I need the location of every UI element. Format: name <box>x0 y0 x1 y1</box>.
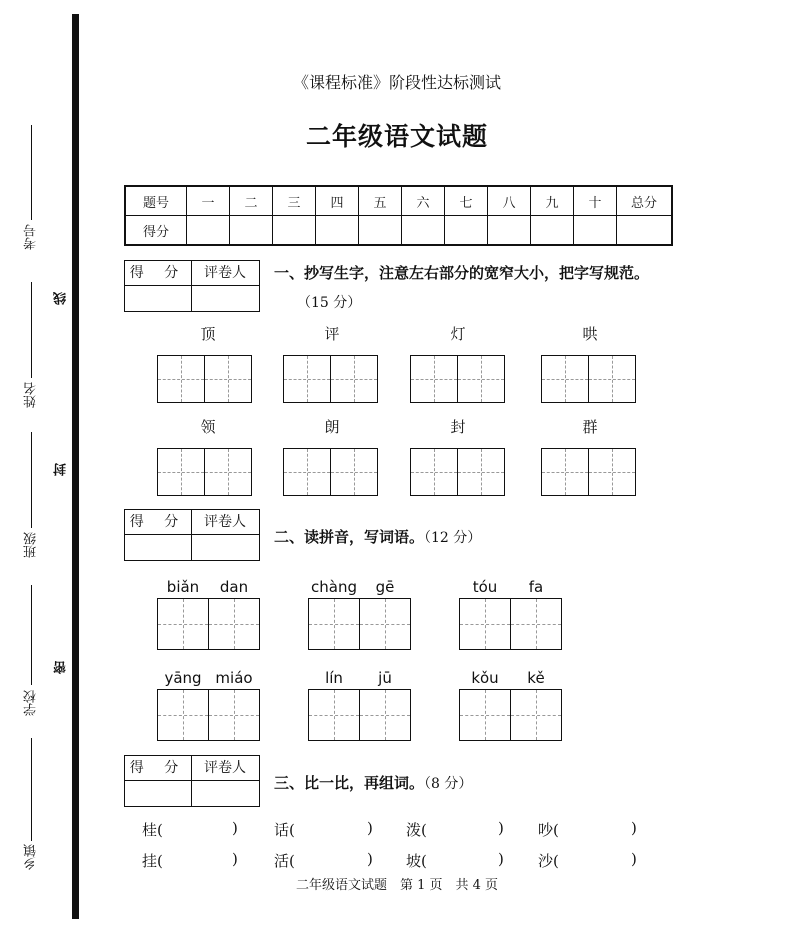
score-table-score-row <box>125 216 672 246</box>
paren-close: ) <box>631 819 637 837</box>
paren-close: ) <box>232 819 238 837</box>
paren-close: ) <box>367 850 373 868</box>
score-header-cell: 五 <box>359 186 402 216</box>
pinyin-label: lín <box>325 669 343 687</box>
pinyin-label: chàng <box>311 578 357 596</box>
grader-reviewer-label: 评卷人 <box>204 760 246 776</box>
score-cell[interactable] <box>488 216 531 246</box>
grader-score-label: 得 分 <box>129 514 187 530</box>
paren-close: ) <box>232 850 238 868</box>
copy-char: 封 <box>450 418 466 436</box>
pinyin-label: yāng <box>164 669 202 687</box>
score-header-cell: 七 <box>445 186 488 216</box>
compare-char: 沙( <box>538 852 559 870</box>
score-header-cell: 总分 <box>617 186 673 216</box>
score-cell[interactable] <box>230 216 273 246</box>
pinyin-label: kě <box>527 669 545 687</box>
page-footer: 二年级语文试题 第 1 页 共 4 页 <box>295 878 499 893</box>
compare-char: 话( <box>274 821 295 839</box>
grader-reviewer-label: 评卷人 <box>204 514 246 530</box>
score-cell[interactable] <box>273 216 316 246</box>
writing-grid[interactable] <box>283 448 378 496</box>
score-cell[interactable] <box>402 216 445 246</box>
paren-close: ) <box>498 819 504 837</box>
copy-char: 评 <box>324 325 340 343</box>
pinyin-label: tóu <box>472 578 498 596</box>
copy-char: 顶 <box>200 325 216 343</box>
pinyin-label: fa <box>528 578 544 596</box>
compare-char: 活( <box>274 852 295 870</box>
section2-points: （12 分） <box>424 530 482 546</box>
writing-grid[interactable] <box>157 355 252 403</box>
binding-mark-secret: 密 <box>54 661 69 674</box>
pinyin-writing-grid[interactable] <box>157 598 260 650</box>
name-label: 姓名 <box>24 382 39 408</box>
section3-title: 三、比一比，再组词。（8 分） <box>274 774 473 792</box>
score-table-header-row <box>125 186 672 216</box>
paren-close: ) <box>631 850 637 868</box>
score-header-cell: 三 <box>273 186 316 216</box>
copy-char: 朗 <box>324 418 340 436</box>
writing-grid[interactable] <box>283 355 378 403</box>
writing-grid[interactable] <box>541 448 636 496</box>
section1-title: 一、抄写生字，注意左右部分的宽窄大小，把字写规范。 <box>274 264 650 282</box>
grader-score-label: 得 分 <box>129 265 187 281</box>
score-cell[interactable] <box>445 216 488 246</box>
grader-box-1 <box>124 260 260 312</box>
score-cell[interactable] <box>316 216 359 246</box>
pinyin-label: kǒu <box>471 669 499 687</box>
score-header-cell: 一 <box>187 186 230 216</box>
town-line <box>31 738 32 841</box>
writing-grid[interactable] <box>410 448 505 496</box>
compare-char: 泼( <box>406 821 427 839</box>
score-header-cell: 六 <box>402 186 445 216</box>
score-header-cell: 九 <box>531 186 574 216</box>
grader-box-3 <box>124 755 260 807</box>
paren-close: ) <box>498 850 504 868</box>
score-cell[interactable] <box>531 216 574 246</box>
score-cell[interactable] <box>359 216 402 246</box>
grader-box-2 <box>124 509 260 561</box>
score-table <box>124 185 673 246</box>
pinyin-writing-grid[interactable] <box>459 689 562 741</box>
section3-points: （8 分） <box>424 776 473 792</box>
score-row-label: 得分 <box>125 216 187 246</box>
pinyin-writing-grid[interactable] <box>459 598 562 650</box>
school-label: 学校 <box>24 690 39 716</box>
school-line <box>31 585 32 685</box>
score-header-cell: 二 <box>230 186 273 216</box>
binding-mark-line: 线 <box>54 292 69 305</box>
section1-points: （15 分） <box>297 295 362 311</box>
copy-char: 哄 <box>582 325 598 343</box>
writing-grid[interactable] <box>157 448 252 496</box>
score-cell[interactable] <box>187 216 230 246</box>
class-line <box>31 432 32 528</box>
class-label: 班级 <box>24 532 39 558</box>
pinyin-label: jū <box>378 669 392 687</box>
binding-mark-seal: 封 <box>54 463 69 476</box>
name-line <box>31 282 32 378</box>
writing-grid[interactable] <box>541 355 636 403</box>
compare-char: 吵( <box>538 821 559 839</box>
pinyin-label: miáo <box>215 669 253 687</box>
pinyin-label: biǎn <box>166 578 200 596</box>
pinyin-writing-grid[interactable] <box>157 689 260 741</box>
score-cell[interactable] <box>574 216 617 246</box>
section2-title: 二、读拼音，写词语。（12 分） <box>274 528 482 546</box>
exam-subtitle: 《课程标准》阶段性达标测试 <box>292 73 501 92</box>
paren-close: ) <box>367 819 373 837</box>
page-title: 二年级语文试题 <box>305 122 488 151</box>
score-header-cell: 四 <box>316 186 359 216</box>
compare-char: 坡( <box>406 852 427 870</box>
copy-char: 灯 <box>450 325 466 343</box>
compare-char: 桂( <box>142 821 163 839</box>
town-label: 乡镇 <box>24 844 39 870</box>
score-cell[interactable] <box>617 216 673 246</box>
pinyin-label: dan <box>219 578 249 596</box>
pinyin-writing-grid[interactable] <box>308 598 411 650</box>
exam-number-label: 考号 <box>24 224 39 250</box>
score-header-cell: 十 <box>574 186 617 216</box>
grader-reviewer-label: 评卷人 <box>204 265 246 281</box>
pinyin-label: gē <box>375 578 395 596</box>
grader-score-label: 得 分 <box>129 760 187 776</box>
compare-char: 挂( <box>142 852 163 870</box>
copy-char: 领 <box>200 418 216 436</box>
writing-grid[interactable] <box>410 355 505 403</box>
copy-char: 群 <box>582 418 598 436</box>
pinyin-writing-grid[interactable] <box>308 689 411 741</box>
score-header-cell: 题号 <box>125 186 187 216</box>
score-header-cell: 八 <box>488 186 531 216</box>
